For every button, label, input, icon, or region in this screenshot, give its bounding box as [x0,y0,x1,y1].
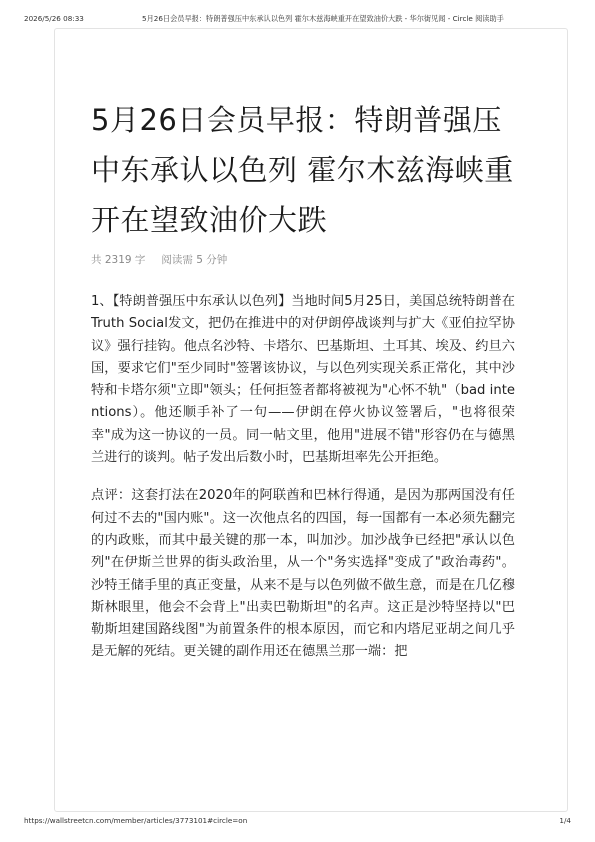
word-count: 共 2319 字 [91,254,146,266]
print-page-title: 5月26日会员早报：特朗普强压中东承认以色列 霍尔木兹海峡重开在望致油价大跌 - 华尔街见闻 - Circle 阅读助手 [142,14,504,23]
article-card [54,28,568,812]
article-title: 5月26日会员早报：特朗普强压中东承认以色列 霍尔木兹海峡重开在望致油价大跌 [91,103,514,237]
article-meta [91,252,227,267]
page-number: 1/4 [559,816,571,825]
article-paragraph: 点评：这套打法在2020年的阿联酋和巴林行得通，是因为那两国没有任何过不去的"国内账"。这一次他点名的四国，每一国都有一本必须先翻完的内政账，而其中最关键的那一本，叫加沙。加沙战争已经把"承认以色列"在伊斯兰世界的街头政治里，从一个"务实选择"变成了"政治毒药"。沙特王储手里的真正变量，从来不是与以色列做不做生意，而是在几亿穆斯林眼里，他会不会背上"出卖巴勒斯坦"的名声。这正是沙特坚持以"巴勒斯坦建国路线图"为前置条件的根本原因，而它和内塔尼亚胡之间几乎是无解的死结。更关键的副作用还在德黑兰那一端：把 [91,488,515,660]
read-time: 阅读需 5 分钟 [161,254,228,266]
print-header [24,14,571,28]
print-url: https://wallstreetcn.com/member/articles/3773101#circle=on [24,816,248,825]
article-body [91,291,515,680]
print-footer [24,816,571,828]
print-datetime: 2026/5/26 08:33 [24,14,84,23]
article-paragraph: 1、【特朗普强压中东承认以色列】当地时间5月25日，美国总统特朗普在Truth Social发文，把仍在推进中的对伊朗停战谈判与扩大《亚伯拉罕协议》强行挂钩。他点名沙特、卡塔尔、巴基斯坦、土耳其、埃及、约旦六国，要求它们"至少同时"签署该协议，与以色列实现关系正常化，其中沙特和卡塔尔须"立即"领头；任何拒签者都将被视为"心怀不轨"（bad intentions）。他还顺手补了一句——伊朗在停火协议签署后，"也将很荣幸"成为这一协议的一员。同一帖文里，他用"进展不错"形容仍在与德黑兰进行的谈判。帖子发出后数小时，巴基斯坦率先公开拒绝。 [91,294,515,466]
